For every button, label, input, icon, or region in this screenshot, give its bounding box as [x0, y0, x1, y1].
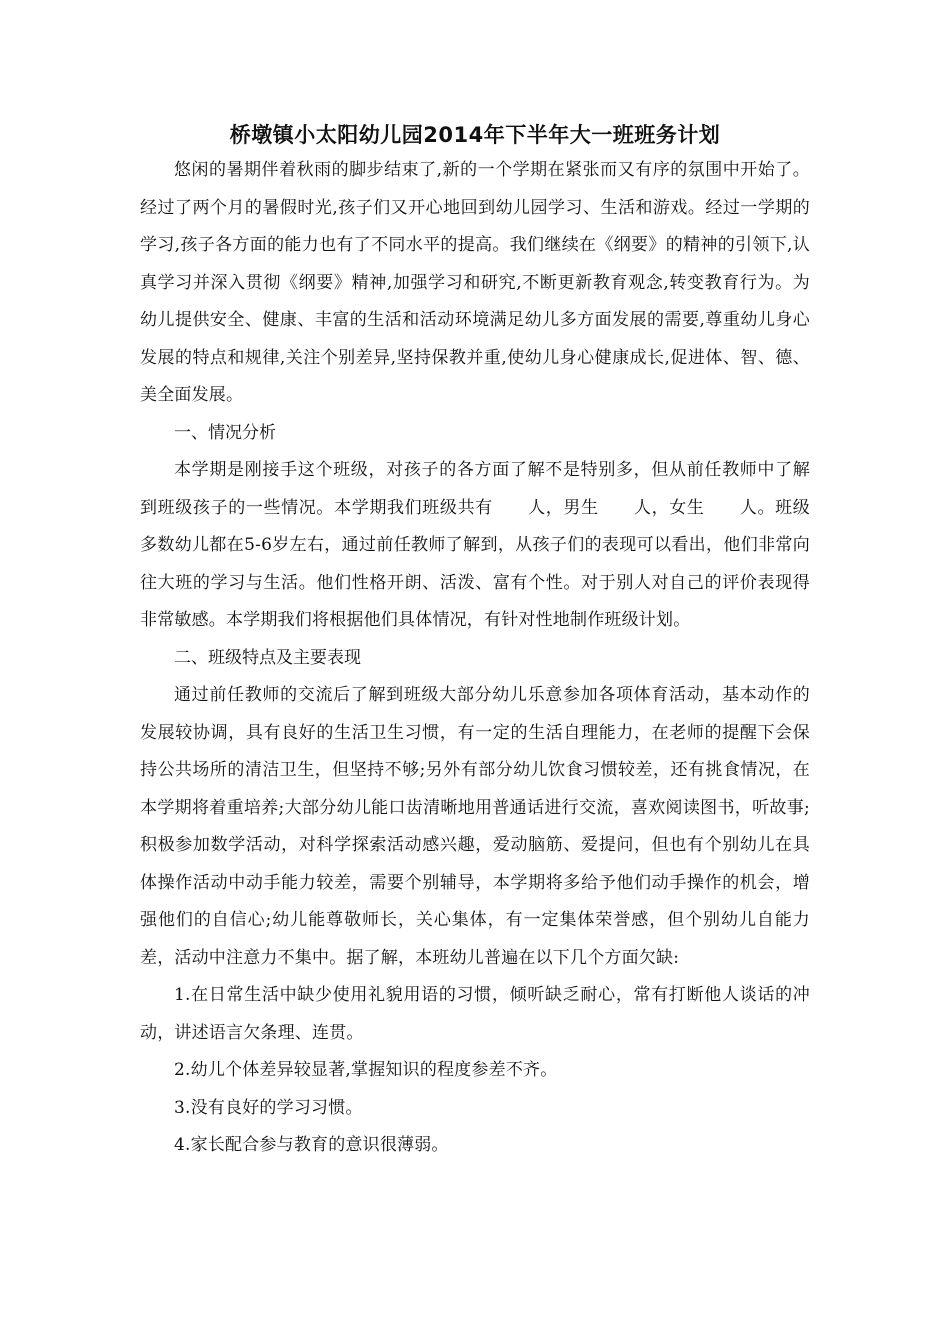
document-title: 桥墩镇小太阳幼儿园2014年下半年大一班班务计划 [229, 123, 721, 147]
situation-analysis-paragraph: 本学期是刚接手这个班级，对孩子的各方面了解不是特别多，但从前任教师中了解到班级孩子的一些情况。本学期我们班级共有 人，男生 人，女生 人。班级多数幼儿都在5-6岁左右，通过前任教师了解到，从孩子们的表现可以看出，他们非常向往大班的学习与生活。他们性格开朗、活泼、富有个性。对于别人对自己的评价表现得非常敏感。本学期我们将根据他们具体情况，有针对性地制作班级计划。 [140, 460, 810, 630]
intro-paragraph: 悠闲的暑期伴着秋雨的脚步结束了,新的一个学期在紧张而又有序的氛围中开始了。经过了两个月的暑假时光,孩子们又开心地回到幼儿园学习、生活和游戏。经过一学期的学习,孩子各方面的能力也有了不同水平的提高。我们继续在《纲要》的精神的引领下,认真学习并深入贯彻《纲要》精神,加强学习和研究,不断更新教育观念,转变教育行为。为幼儿提供安全、健康、丰富的生活和活动环境满足幼儿多方面发展的需要,尊重幼儿身心发展的特点和规律,关注个别差异,坚持保教并重,使幼儿身心健康成长,促进体、智、德、美全面发展。 [140, 160, 810, 405]
class-features-paragraph: 通过前任教师的交流后了解到班级大部分幼儿乐意参加各项体育活动，基本动作的发展较协调，具有良好的生活卫生习惯，有一定的生活自理能力，在老师的提醒下会保持公共场所的清洁卫生，但坚持不够;另外有部分幼儿饮食习惯较差，还有挑食情况，在本学期将着重培养;大部分幼儿能口齿清晰地用普通话进行交流，喜欢阅读图书，听故事;积极参加数学活动，对科学探索活动感兴趣，爱动脑筋、爱提问，但也有个别幼儿在具体操作活动中动手能力较差，需要个别辅导，本学期将多给予他们动手操作的机会，增强他们的自信心;幼儿能尊敬师长，关心集体，有一定集体荣誉感，但个别幼儿自能力差，活动中注意力不集中。据了解，本班幼儿普遍在以下几个方面欠缺: [140, 685, 810, 968]
list-item: 1.在日常生活中缺少使用礼貌用语的习惯，倾听缺乏耐心，常有打断他人谈话的冲动，讲述语言欠条理、连贯。 [140, 985, 810, 1043]
section-heading-class-features: 二、班级特点及主要表现 [174, 647, 361, 668]
document-page [140, 118, 810, 1165]
section-heading-situation-analysis: 一、情况分析 [174, 422, 276, 443]
list-item: 3.没有良好的学习习惯。 [174, 1097, 363, 1118]
list-item: 2.幼儿个体差异较显著,掌握知识的程度参差不齐。 [174, 1060, 558, 1080]
list-item: 4.家长配合参与教育的意识很薄弱。 [174, 1135, 449, 1155]
